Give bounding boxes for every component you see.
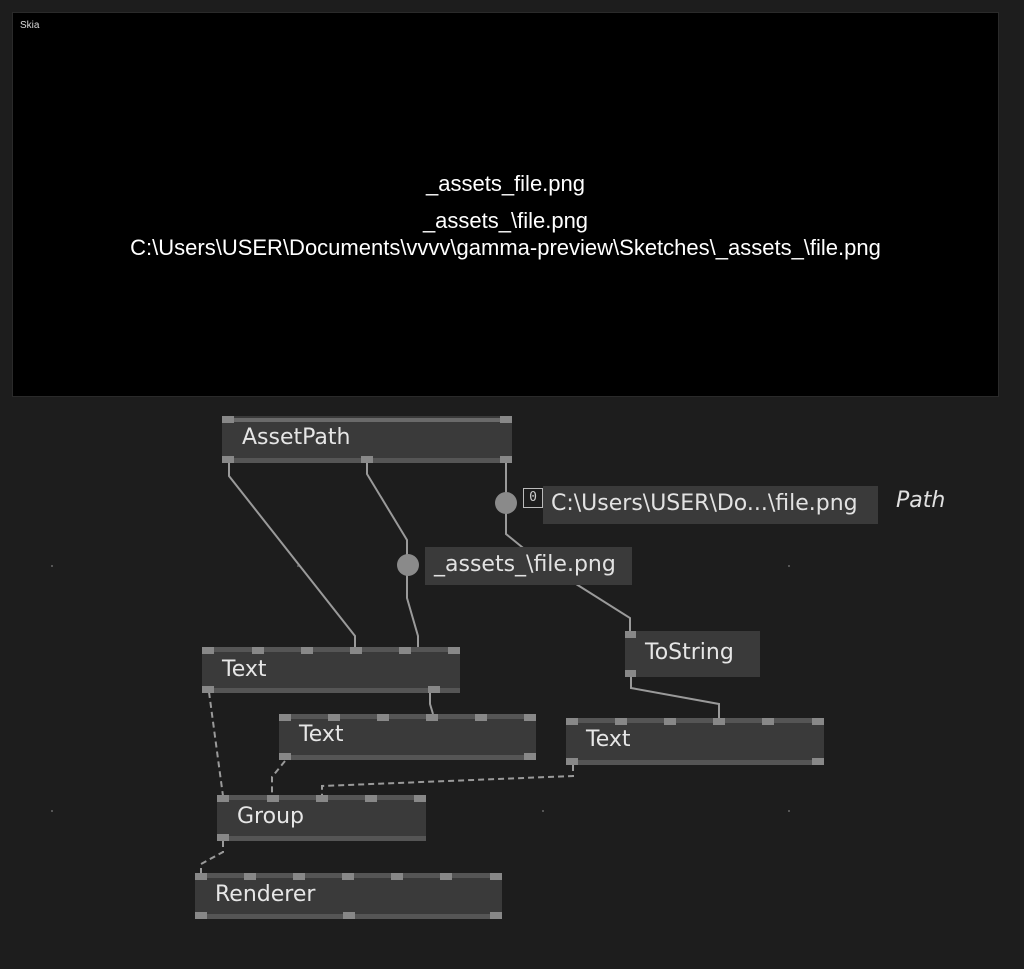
output-pin[interactable]: [279, 753, 291, 760]
node-label: AssetPath: [242, 425, 351, 450]
iobox-pin-dot[interactable]: [397, 554, 419, 576]
node-bar: [202, 688, 460, 693]
wire-text1-to-group: [209, 692, 223, 796]
input-pin[interactable]: [615, 718, 627, 725]
node-group[interactable]: [217, 795, 426, 841]
input-pin[interactable]: [762, 718, 774, 725]
input-pin[interactable]: [252, 647, 264, 654]
output-pin[interactable]: [500, 456, 512, 463]
input-pin[interactable]: [293, 873, 305, 880]
input-pin[interactable]: [301, 647, 313, 654]
node-text-2[interactable]: [279, 714, 536, 760]
output-pin[interactable]: [361, 456, 373, 463]
output-pin[interactable]: [195, 912, 207, 919]
output-pin[interactable]: [428, 686, 440, 693]
input-pin[interactable]: [316, 795, 328, 802]
iobox-full-path[interactable]: C:\Users\USER\Do...\file.png: [543, 486, 878, 524]
output-text-line-3: C:\Users\USER\Documents\vvvv\gamma-preview\Sketches\_assets_\file.png: [130, 235, 881, 260]
node-renderer[interactable]: [195, 873, 502, 919]
input-pin[interactable]: [399, 647, 411, 654]
input-pin[interactable]: [524, 714, 536, 721]
pin-label-path: Path: [896, 488, 946, 513]
bang-icon[interactable]: 0: [523, 488, 543, 508]
input-pin[interactable]: [217, 795, 229, 802]
output-text-line-2: _assets_\file.png: [422, 208, 589, 233]
input-pin[interactable]: [440, 873, 452, 880]
node-text-3[interactable]: [566, 718, 824, 765]
output-pin[interactable]: [202, 686, 214, 693]
node-label: Text: [586, 727, 631, 752]
node-label: Renderer: [215, 882, 316, 907]
input-pin[interactable]: [566, 718, 578, 725]
wire-text2-to-group: [272, 761, 285, 796]
input-pin[interactable]: [475, 714, 487, 721]
wire-group-to-renderer: [201, 841, 223, 874]
input-pin[interactable]: [222, 416, 234, 423]
node-tostring[interactable]: [625, 631, 760, 677]
node-bar: [279, 755, 536, 760]
output-pin[interactable]: [524, 753, 536, 760]
input-pin[interactable]: [365, 795, 377, 802]
input-pin[interactable]: [414, 795, 426, 802]
node-bar: [202, 647, 460, 652]
iobox-pin-dot[interactable]: [495, 492, 517, 514]
input-pin[interactable]: [377, 714, 389, 721]
input-pin[interactable]: [350, 647, 362, 654]
output-text-line-1: _assets_file.png: [426, 171, 585, 196]
input-pin[interactable]: [490, 873, 502, 880]
node-label: Group: [237, 804, 304, 829]
input-pin[interactable]: [812, 718, 824, 725]
output-pin[interactable]: [490, 912, 502, 919]
node-bar: [279, 714, 536, 719]
output-pin[interactable]: [222, 456, 234, 463]
input-pin[interactable]: [713, 718, 725, 725]
input-pin[interactable]: [328, 714, 340, 721]
input-pin[interactable]: [391, 873, 403, 880]
node-assetpath[interactable]: [222, 416, 512, 463]
node-bar: [222, 418, 512, 422]
node-bar: [566, 718, 824, 723]
input-pin[interactable]: [664, 718, 676, 725]
wire-text3-to-group: [322, 765, 573, 796]
node-label: ToString: [645, 640, 734, 665]
input-pin[interactable]: [625, 631, 636, 638]
input-pin[interactable]: [202, 647, 214, 654]
output-pin[interactable]: [625, 670, 636, 677]
wire-text1-to-text2: [430, 692, 433, 714]
input-pin[interactable]: [448, 647, 460, 654]
input-pin[interactable]: [267, 795, 279, 802]
input-pin[interactable]: [244, 873, 256, 880]
renderer-title: Skia: [20, 20, 40, 31]
output-pin[interactable]: [343, 912, 355, 919]
output-pin[interactable]: [812, 758, 824, 765]
input-pin[interactable]: [279, 714, 291, 721]
node-label: Text: [222, 657, 267, 682]
output-pin[interactable]: [217, 834, 229, 841]
input-pin[interactable]: [195, 873, 207, 880]
input-pin[interactable]: [500, 416, 512, 423]
wire-assetpath-to-text1: [229, 462, 355, 649]
node-label: Text: [299, 722, 344, 747]
iobox-relative-path[interactable]: _assets_\file.png: [425, 547, 632, 585]
input-pin[interactable]: [342, 873, 354, 880]
output-pin[interactable]: [566, 758, 578, 765]
input-pin[interactable]: [426, 714, 438, 721]
wire-tostring-to-text3: [631, 677, 719, 719]
node-bar: [217, 836, 426, 841]
node-text-1[interactable]: [202, 647, 460, 693]
node-bar: [566, 760, 824, 765]
